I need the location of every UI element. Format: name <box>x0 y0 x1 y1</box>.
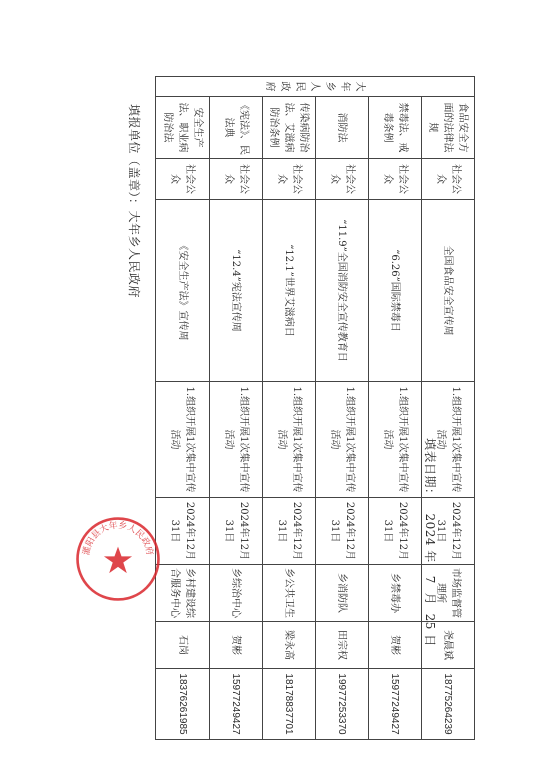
form-cell: 1.组织开展1次集中宣传活动 <box>316 382 369 498</box>
form-cell: 1.组织开展1次集中宣传活动 <box>156 382 210 498</box>
dept-cell: 乡公共卫生 <box>263 565 316 622</box>
table-row <box>316 77 369 740</box>
theme-cell: “12.4”宪法宣传周 <box>210 200 263 382</box>
person-cell: 田宗权 <box>316 622 369 669</box>
table-row <box>210 77 263 740</box>
time-cell: 2024年12月31日 <box>369 498 422 565</box>
official-seal-icon <box>74 515 162 603</box>
person-cell: 石岗 <box>156 622 210 669</box>
time-cell: 2024年12月31日 <box>210 498 263 565</box>
phone-cell: 18775264239 <box>422 669 475 740</box>
law-cell: 禁毒法、戒毒条例 <box>369 97 422 159</box>
time-cell: 2024年12月31日 <box>263 498 316 565</box>
law-cell: 传染病防治法、艾滋病防治条例 <box>263 97 316 159</box>
audience-cell: 社会公众 <box>422 159 475 200</box>
dept-cell: 乡综治中心 <box>210 565 263 622</box>
svg-text:灌阳县大年乡人民政府: 灌阳县大年乡人民政府 <box>81 520 155 557</box>
person-cell: 梁永高 <box>263 622 316 669</box>
audience-cell: 社会公众 <box>156 159 210 200</box>
audience-cell: 社会公众 <box>369 159 422 200</box>
form-cell: 1.组织开展1次集中宣传活动 <box>369 382 422 498</box>
audience-cell: 社会公众 <box>263 159 316 200</box>
phone-cell: 19977253370 <box>316 669 369 740</box>
law-cell: 食品安全方面的法律法规 <box>422 97 475 159</box>
reporting-unit: 填报单位（盖章）：大年乡人民政府 <box>127 104 141 299</box>
law-cell: 消防法 <box>316 97 369 159</box>
dept-cell: 乡村建设综合服务中心 <box>156 565 210 622</box>
time-cell: 2024年12月31日 <box>422 498 475 565</box>
law-cell: 《宪法》、民法典 <box>210 97 263 159</box>
theme-cell: “11.9”全国消防安全宣传教育日 <box>316 200 369 382</box>
unit-cell: 大年乡人民政府 <box>156 77 475 97</box>
phone-cell: 18178837701 <box>263 669 316 740</box>
dept-cell: 市场监督管理所 <box>422 565 475 622</box>
dept-cell: 乡消防队 <box>316 565 369 622</box>
person-cell: 贺彬 <box>369 622 422 669</box>
phone-cell: 18376261985 <box>156 669 210 740</box>
theme-cell: 《安全生产法》宣传周 <box>156 200 210 382</box>
theme-cell: “6.26”国际禁毒日 <box>369 200 422 382</box>
time-cell: 2024年12月31日 <box>316 498 369 565</box>
phone-cell: 15977249427 <box>369 669 422 740</box>
fill-date: 填表日期： 2024 年 7 月 25 日 <box>423 438 437 647</box>
time-cell: 2024年12月31日 <box>156 498 210 565</box>
theme-cell: “12.1”世界艾滋病日 <box>263 200 316 382</box>
form-cell: 1.组织开展1次集中宣传活动 <box>422 382 475 498</box>
form-cell: 1.组织开展1次集中宣传活动 <box>263 382 316 498</box>
table-row <box>263 77 316 740</box>
table-row <box>156 77 210 740</box>
law-cell: 安全生产法、职业病防治法 <box>156 97 210 159</box>
audience-cell: 社会公众 <box>316 159 369 200</box>
person-cell: 尧晨斌 <box>422 622 475 669</box>
person-cell: 贺彬 <box>210 622 263 669</box>
audience-cell: 社会公众 <box>210 159 263 200</box>
dept-cell: 乡禁毒办 <box>369 565 422 622</box>
theme-cell: 全国食品安全宣传周 <box>422 200 475 382</box>
phone-cell: 15977249427 <box>210 669 263 740</box>
table-row <box>369 77 422 740</box>
form-cell: 1.组织开展1次集中宣传活动 <box>210 382 263 498</box>
